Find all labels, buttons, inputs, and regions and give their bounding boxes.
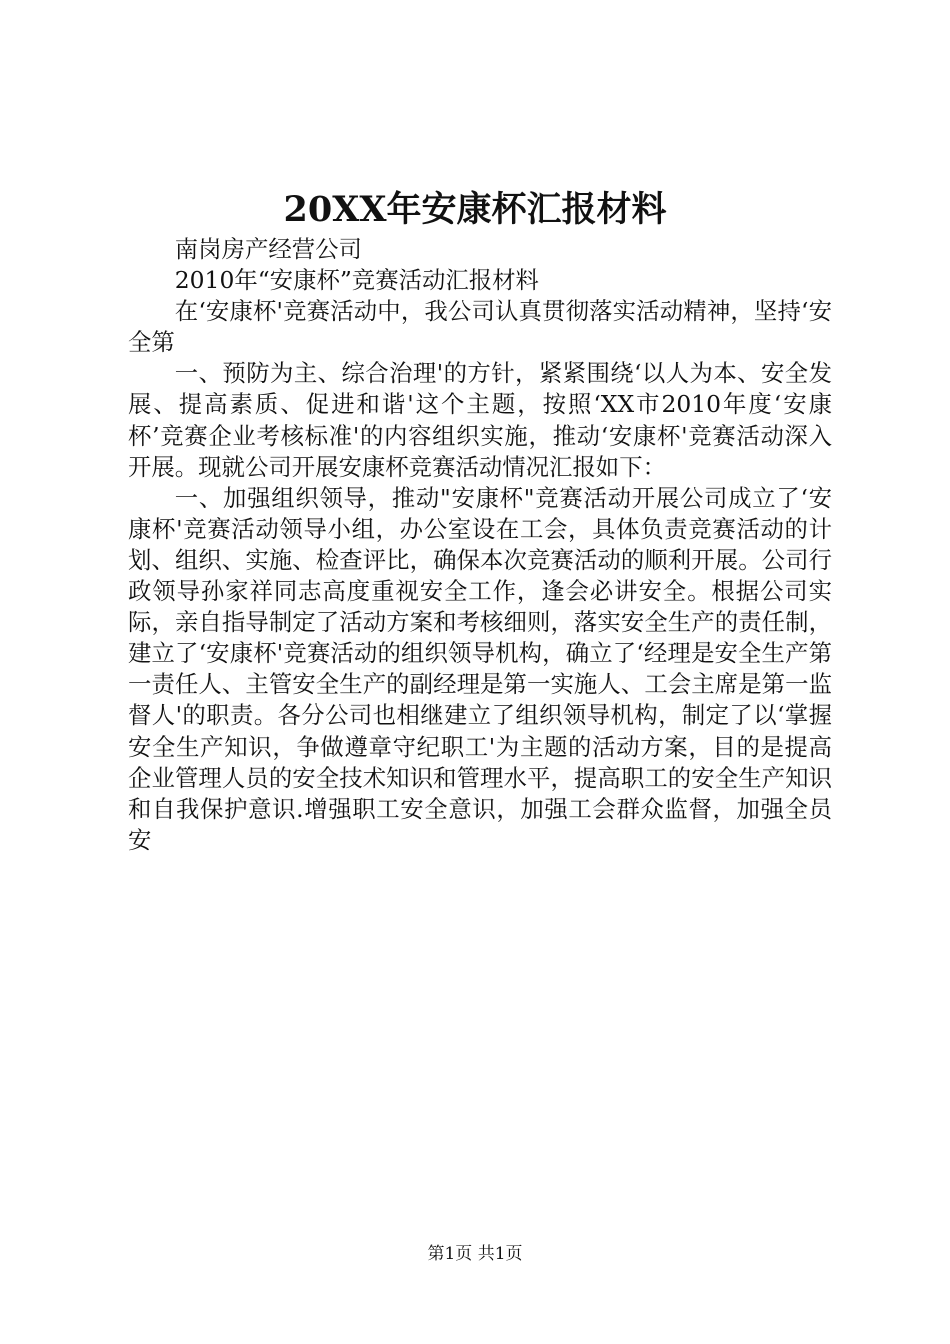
intro-paragraph: 在‘安康杯'竞赛活动中，我公司认真贯彻落实活动精神，坚持‘安全第	[128, 297, 832, 357]
document-body	[128, 234, 832, 856]
page-footer: 第1页 共1页	[427, 1244, 523, 1264]
company-name-paragraph: 南岗房产经营公司	[174, 235, 362, 263]
organization-paragraph: 一、加强组织领导，推动"安康杯"竞赛活动开展公司成立了‘安康杯'竞赛活动领导小组，办公室设在工会，具体负责竞赛活动的计划、组织、实施、检查评比，确保本次竞赛活动的顺利开展。公司行政领导孙家祥同志高度重视安全工作，逢会必讲安全。根据公司实际，亲自指导制定了活动方案和考核细则，落实安全生产的责任制，建立了‘安康杯'竞赛活动的组织领导机构，确立了‘经理是安全生产第一责任人、主管安全生产的副经理是第一实施人、工会主席是第一监督人'的职责。各分公司也相继建立了组织领导机构，制定了以‘掌握安全生产知识，争做遵章守纪职工'为主题的活动方案，目的是提高企业管理人员的安全技术知识和管理水平，提高职工的安全生产知识和自我保护意识.增强职工安全意识，加强工会群众监督，加强全员安	[128, 483, 832, 854]
document-title: 20XX年安康杯汇报材料	[283, 189, 667, 230]
report-subtitle-paragraph: 2010年“安康杯”竞赛活动汇报材料	[174, 266, 539, 295]
policy-paragraph: 一、预防为主、综合治理'的方针，紧紧围绕‘以人为本、安全发展、提高素质、促进和谐'这个主题，按照‘XX市2010年度‘安康杯’竞赛企业考核标准'的内容组织实施，推动‘安康杯'竞赛活动深入开展。现就公司开展安康杯竞赛活动情况汇报如下：	[128, 359, 832, 481]
